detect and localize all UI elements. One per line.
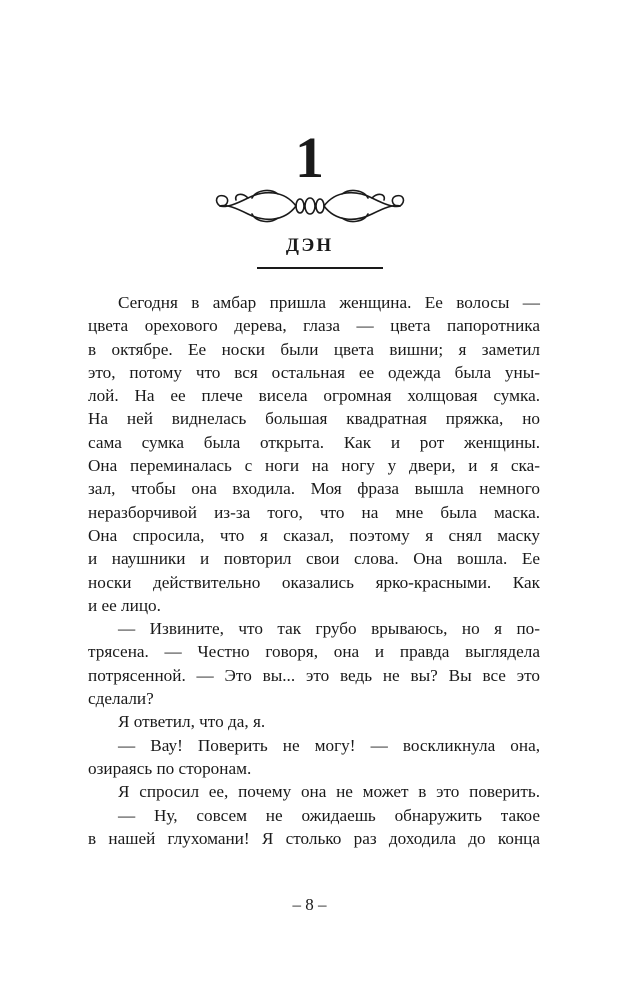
text-line: в нашей глухомани! Я столько раз доходила до конца — [88, 828, 540, 848]
text-line: трясена. — Честно говоря, она и правда выглядела — [88, 642, 540, 662]
text-line: зал, чтобы она входила. Моя фраза вышла немного — [88, 479, 540, 499]
page-number: – 8 – — [292, 895, 327, 914]
text-line: сама сумка была открыта. Как и рот женщины. — [88, 432, 540, 452]
text-line: в октябре. Ее носки были цвета вишни; я заметил — [88, 339, 540, 359]
text-line: На ней виднелась большая квадратная пряжка, но — [88, 409, 540, 429]
text-line: это, потому что вся остальная ее одежда была уны- — [88, 362, 540, 382]
text-line: Она спросила, что я сказал, поэтому я снял маску — [88, 525, 540, 545]
text-line: — Извините, что так грубо врываюсь, но я по- — [118, 619, 540, 639]
text-line: — Вау! Поверить не могу! — воскликнула она, — [118, 735, 540, 755]
text-line: лой. На ее плече висела огромная холщовая сумка. — [88, 386, 540, 406]
text-line: неразборчивой из-за того, что на мне была маска. — [88, 502, 540, 522]
text-line: — Ну, совсем не ожидаешь обнаружить такое — [118, 805, 540, 825]
text-line: Она переминалась с ноги на ногу у двери, и я ска- — [88, 456, 540, 476]
chapter-ornament-icon — [212, 184, 408, 228]
text-line: Я ответил, что да, я. — [118, 712, 266, 732]
text-line: и ее лицо. — [88, 595, 161, 615]
text-line: Я спросил ее, почему она не может в это поверить. — [118, 782, 540, 802]
text-line: Сегодня в амбар пришла женщина. Ее волосы — — [118, 293, 540, 312]
text-line: носки действительно оказались ярко-красными. Как — [88, 572, 540, 592]
text-line: сделали? — [88, 689, 154, 709]
chapter-title: ДЭН — [285, 235, 334, 256]
text-line: цвета орехового дерева, глаза — цвета папоротника — [88, 316, 540, 336]
text-line: и наушники и повторил свои слова. Она вошла. Ее — [88, 549, 540, 569]
title-underline — [257, 267, 383, 269]
chapter-number: 1 — [295, 125, 324, 190]
text-line: потрясенной. — Это вы... это ведь не вы? Вы все это — [88, 665, 540, 685]
chapter-body-text — [88, 291, 540, 850]
text-line: озираясь по сторонам. — [88, 758, 252, 778]
